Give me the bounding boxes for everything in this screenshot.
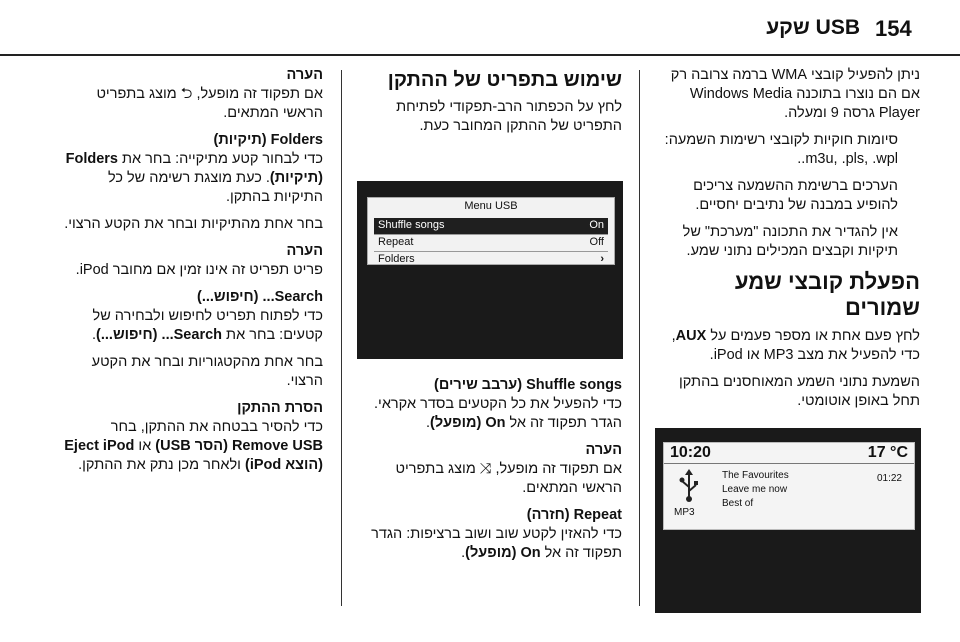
- shuffle-heading: Shuffle songs (ערבב שירים): [434, 377, 622, 393]
- right-column: [654, 66, 920, 419]
- ipod-note-text: פריט תפריט זה אינו זמין אם מחובר iPod.: [75, 262, 323, 278]
- middle-column-lower: [356, 372, 622, 571]
- page-header: [0, 0, 960, 50]
- play-files-heading: הפעלת קובצי שמע שמורים: [734, 269, 920, 320]
- usb-menu-screen: [357, 181, 623, 359]
- left-column: [57, 66, 323, 483]
- page-number: 154: [875, 16, 912, 41]
- track-line-3: Best of: [722, 498, 754, 509]
- section-title: USB שקע: [766, 16, 860, 39]
- outside-temperature: 17 °C: [867, 444, 908, 461]
- repeat-heading: Repeat (חזרה): [526, 507, 622, 523]
- column-divider-left: [341, 70, 342, 606]
- status-bar: [664, 443, 914, 464]
- device-menu-paragraph: לחץ על הכפתור הרב-תפקודי לפתיחת התפריט של ההתקן המחובר כעת.: [396, 99, 622, 134]
- menu-title: Menu USB: [464, 200, 518, 212]
- now-playing-panel: [663, 442, 915, 530]
- menu-row-shuffle: Shuffle songs On: [374, 218, 608, 235]
- menu-row-folders: Folders ›: [378, 253, 604, 265]
- shuffle-note-text: אם תפקוד זה מופעל, ⤨ מוצג בתפריט הראשי המתאים.: [395, 461, 622, 496]
- remove-device-heading: הסרת ההתקן: [237, 400, 323, 416]
- chevron-right-icon: ›: [600, 253, 604, 265]
- usb-icon: [678, 469, 700, 503]
- folders-heading: Folders (תיקיות): [213, 132, 323, 148]
- folders-paragraph: כדי לבחור קטע מתיקייה: בחר את Folders (תיקיות). כעת מוצגת רשימה של כל התיקיות בהתקן.: [65, 151, 323, 205]
- aux-label: AUX: [675, 328, 707, 344]
- search-heading: Search... (חיפוש...): [197, 289, 323, 305]
- wma-paragraph: ניתן להפעיל קובצי WMA ברמה צרובה רק אם הם נוצרו בתוכנה Windows Media Player גרסה 9 ומעלה.: [670, 67, 920, 121]
- search-paragraph: כדי לפתוח תפריט לחיפוש ולבחירה של קטעים: בחר את Search... (חיפוש...).: [92, 308, 323, 343]
- relative-paths-paragraph: הערכים ברשימת ההשמעה צריכים להופיע במבנה של נתיבים יחסיים.: [693, 178, 898, 213]
- device-menu-heading: שימוש בתפריט של ההתקן: [387, 69, 622, 91]
- column-divider-right: [639, 70, 640, 606]
- repeat-note-text: אם תפקוד זה מופעל, ⮌ מוצג בתפריט הראשי המתאים.: [96, 86, 323, 121]
- source-label: MP3: [674, 507, 695, 518]
- autoplay-paragraph: השמעת נתוני השמע המאוחסנים בהתקן תחל באופן אוטומטי.: [679, 374, 920, 409]
- folders-paragraph-2: בחר אחת מהתיקיות ובחר את הקטע הרצוי.: [64, 216, 323, 232]
- shuffle-note-title: הערה: [585, 442, 622, 458]
- usb-menu-panel: [367, 197, 615, 265]
- middle-column: [356, 66, 622, 144]
- search-paragraph-2: בחר אחת מהקטגוריות ובחר את הקטע הרצוי.: [91, 354, 323, 389]
- repeat-paragraph: כדי להאזין לקטע שוב ושוב ברציפות: הגדר תפקוד זה אל On (מופעל).: [371, 526, 622, 561]
- shuffle-paragraph: כדי להפעיל את כל הקטעים בסדר אקראי. הגדר תפקוד זה אל On (מופעל).: [374, 396, 622, 431]
- now-playing-screen: [655, 428, 921, 613]
- clock-time: 10:20: [670, 444, 711, 461]
- aux-paragraph: לחץ פעם אחת או מספר פעמים על AUX, כדי להפעיל את מצב MP3 או iPod.: [671, 328, 920, 363]
- track-line-2: Leave me now: [722, 484, 788, 495]
- remove-device-paragraph: כדי להסיר בבטחה את ההתקן, בחר Remove USB (הסר USB) או Eject iPod (הוצא iPod) ולאחר מכן נתק את ההתקן.: [64, 419, 323, 473]
- menu-row-repeat: Repeat Off: [374, 235, 608, 252]
- track-line-1: The Favourites: [722, 470, 789, 481]
- repeat-note-title: הערה: [286, 67, 323, 83]
- track-duration: 01:22: [876, 473, 902, 484]
- system-attribute-paragraph: אין להגדיר את התכונה "מערכת" של תיקיות וקבצים המכילים נתוני שמע.: [682, 224, 898, 259]
- ipod-note-title: הערה: [286, 243, 323, 259]
- header-rule: [0, 54, 960, 56]
- playlist-extensions-paragraph: סיומות חוקיות לקובצי רשימות השמעה: ‎.m3u, .pls, .wpl.: [664, 132, 898, 167]
